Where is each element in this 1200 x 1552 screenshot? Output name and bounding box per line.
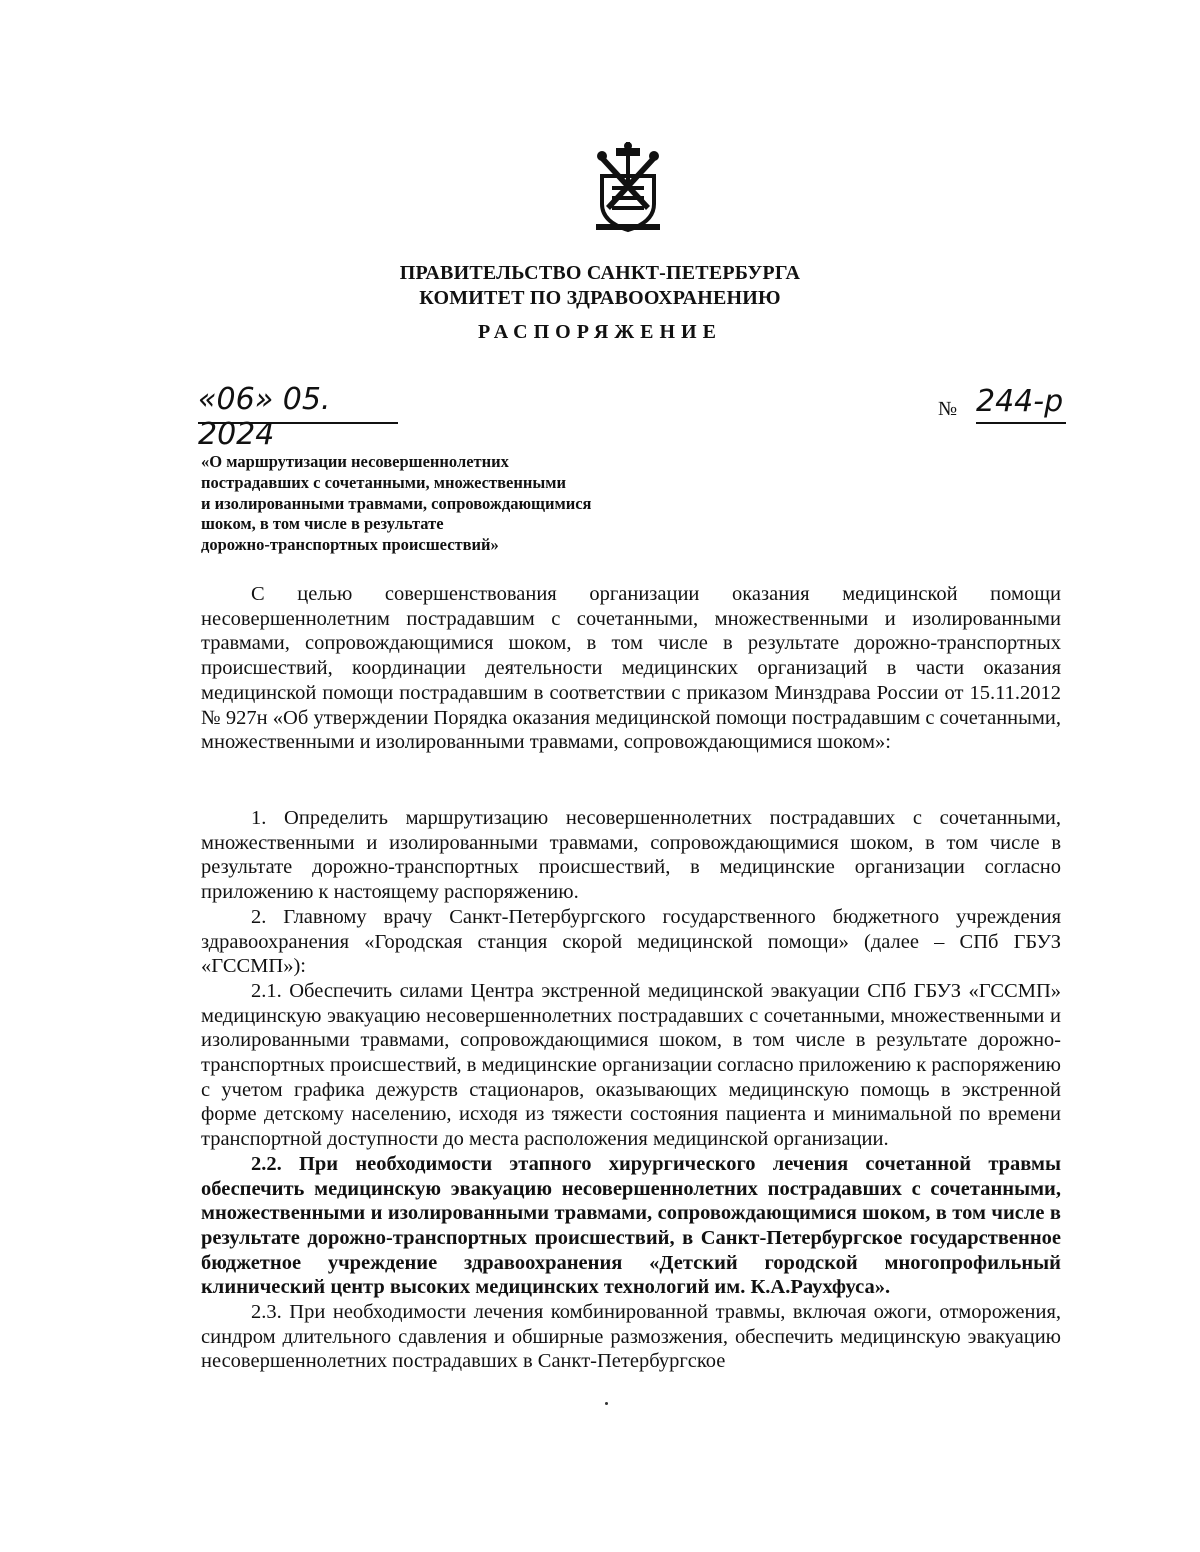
item-2-1: 2.1. Обеспечить силами Центра экстренной медицинской эвакуации СПб ГБУЗ «ГССМП» медицинскую эвакуацию несовершеннолетних пострадавших с сочетанными, множественными и изолированными травмами, сопровождающимися шоком, в том числе в результате дорожно-транспортных происшествий, в медицинские организации согласно приложению к распоряжению с учетом графика дежурств стационаров, оказывающих медицинскую помощь в экстренной форме детскому населению, исходя из тяжести состояния пациента и минимальной по времени транспортной доступности до места расположения медицинской организации. <box>201 979 1061 1151</box>
preamble-paragraph: С целью совершенствования организации оказания медицинской помощи несовершеннолетним пострадавшим с сочетанными, множественными и изолированными травмами, сопровождающимися шоком, в том числе в результате дорожно-транспортных происшествий, координации деятельности медицинских организаций в части оказания медицинской помощи пострадавшим в соответствии с приказом Минздрава России от 15.11.2012 № 927н «Об утверждении Порядка оказания медицинской помощи пострадавшим с сочетанными, множественными и изолированными травмами, сопровождающимися шоком»: <box>201 583 1061 754</box>
government-title: ПРАВИТЕЛЬСТВО САНКТ-ПЕТЕРБУРГА <box>399 262 801 284</box>
subject-line: дорожно-транспортных происшествий» <box>201 535 499 555</box>
subject-line: шоком, в том числе в результате <box>201 514 444 534</box>
coat-of-arms-emblem <box>592 142 664 234</box>
subject-line: «О маршрутизации несовершеннолетних <box>201 452 509 471</box>
document-subject <box>201 452 701 556</box>
handwritten-date: «06» 05. 2024 <box>198 382 398 424</box>
item-2-2: 2.2. При необходимости этапного хирургического лечения сочетанной травмы обеспечить медицинскую эвакуацию несовершеннолетних пострадавших с сочетанными, множественными и изолированными травмами, сопровождающимися шоком, в том числе в результате дорожно-транспортных происшествий, в Санкт-Петербургское государственное бюджетное учреждение здравоохранения «Детский городской многопрофильный клинический центр высоких медицинских технологий им. К.А.Раухфуса». <box>201 1152 1061 1299</box>
committee-title: КОМИТЕТ ПО ЗДРАВООХРАНЕНИЮ <box>419 287 781 309</box>
items-block <box>201 806 1061 1374</box>
item-1: 1. Определить маршрутизацию несовершеннолетних пострадавших с сочетанными, множественными и изолированными травмами, сопровождающимися шоком, в том числе в результате дорожно-транспортных происшествий, в медицинские организации согласно приложению к настоящему распоряжению. <box>201 807 1061 904</box>
handwritten-number: 244-р <box>976 384 1066 424</box>
item-2-3: 2.3. При необходимости лечения комбинированной травмы, включая ожоги, отморожения, синдром длительного сдавления и обширные размозжения, обеспечить медицинскую эвакуацию несовершеннолетних пострадавших в Санкт-Петербургское <box>201 1301 1061 1373</box>
item-2: 2. Главному врачу Санкт-Петербургского государственного бюджетного учреждения здравоохранения «Городская станция скорой медицинской помощи» (далее – СПб ГБУЗ «ГССМП»): <box>201 905 1061 978</box>
preamble-block <box>201 582 1061 755</box>
subject-line: пострадавших с сочетанными, множественными <box>201 472 566 492</box>
scan-dot <box>605 1402 608 1405</box>
document-type-title: РАСПОРЯЖЕНИЕ <box>478 321 722 343</box>
number-label: № <box>938 398 958 420</box>
subject-line: и изолированными травмами, сопровождающимися <box>201 493 592 513</box>
